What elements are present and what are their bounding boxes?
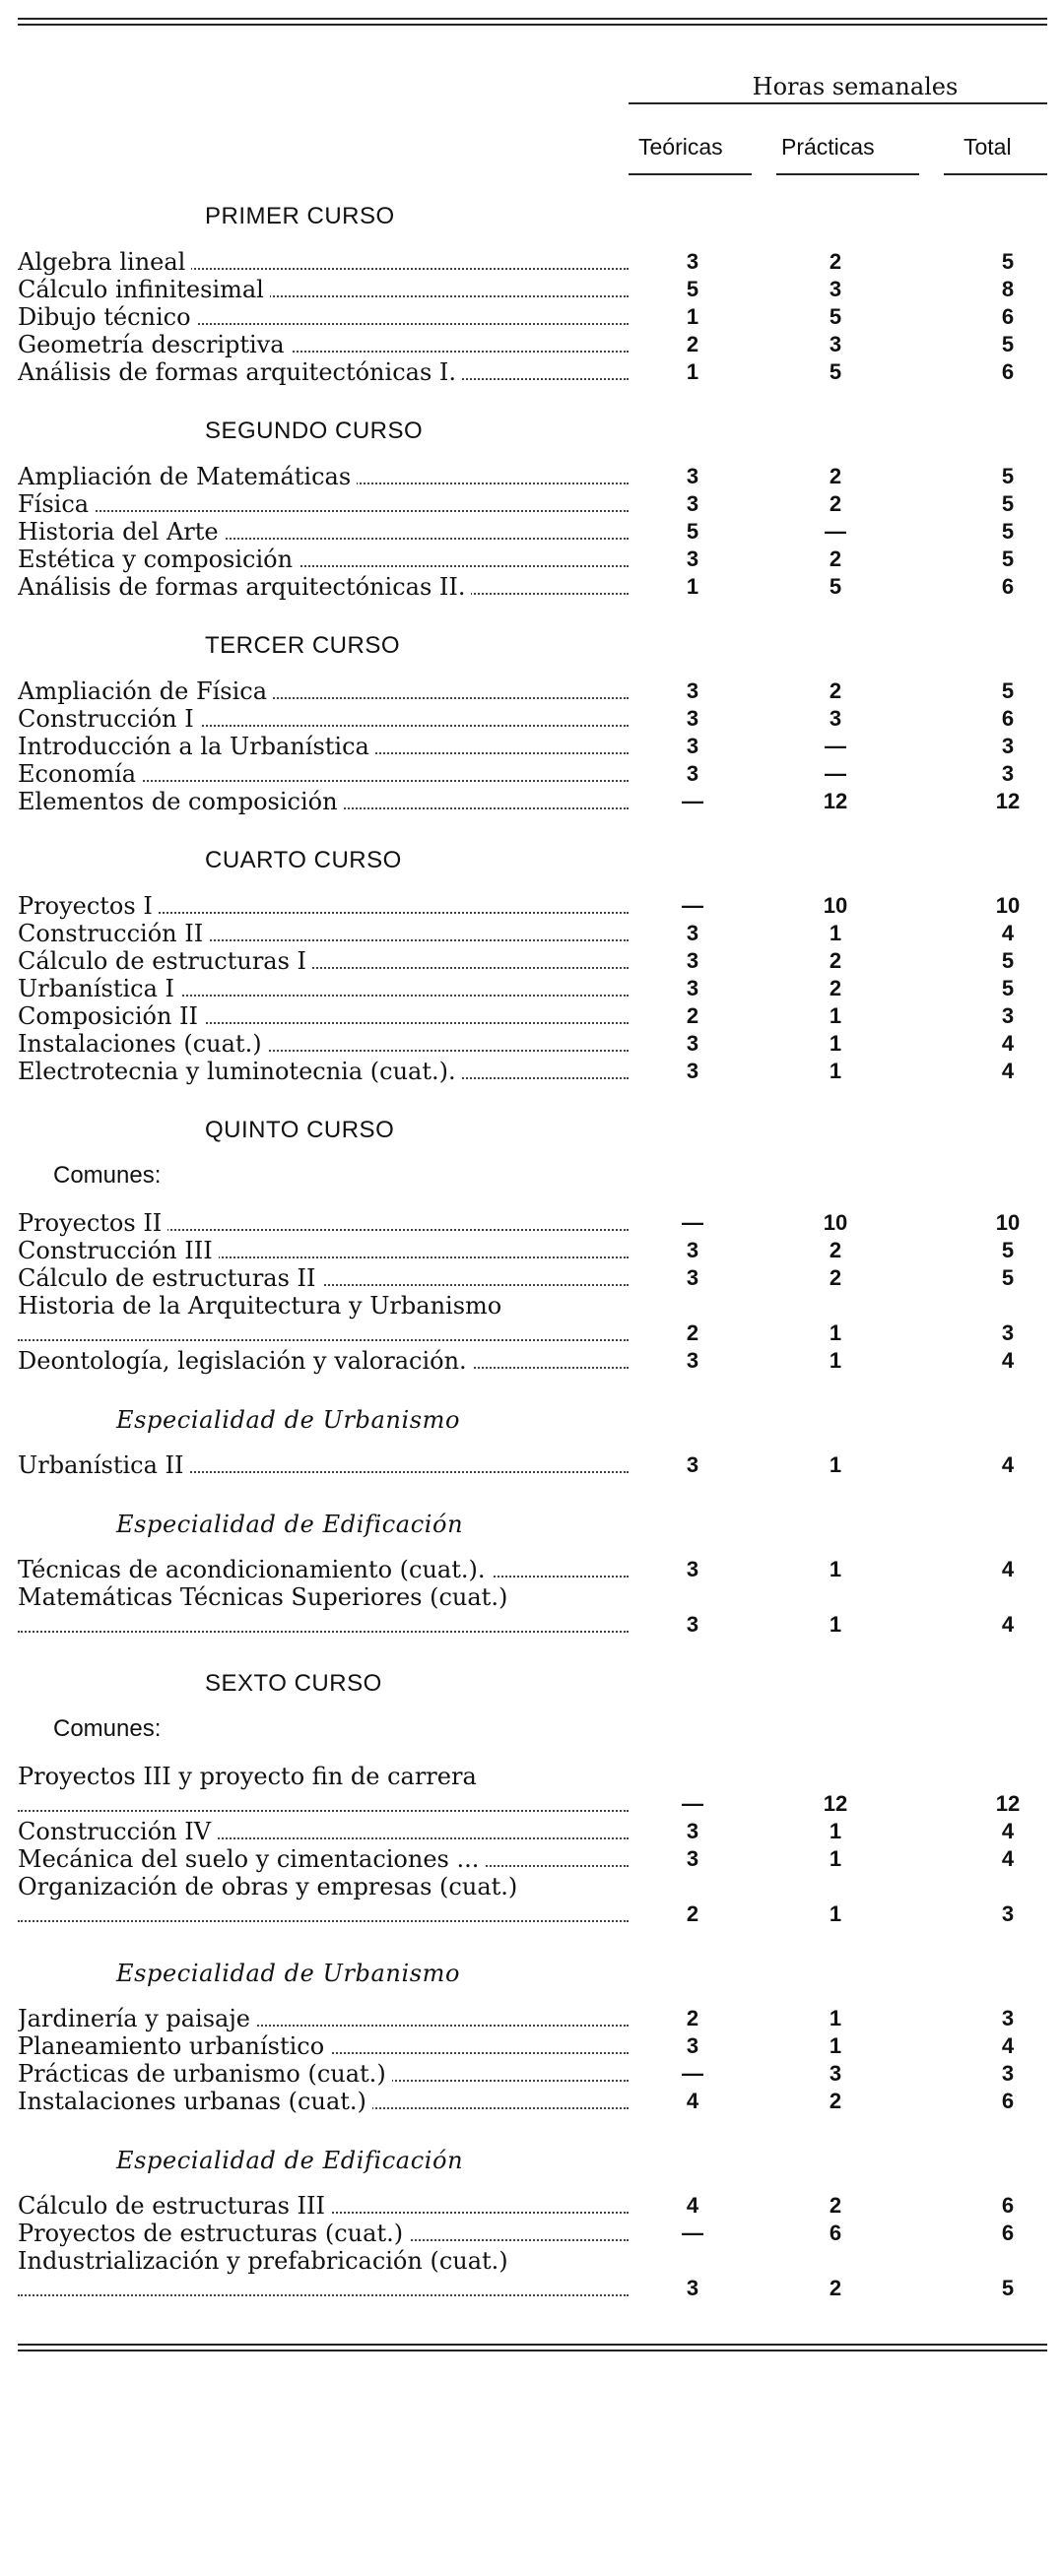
hours-total: 10 <box>995 1210 1021 1235</box>
hours-teoricas: 3 <box>686 491 699 516</box>
hours-practicas: 3 <box>829 332 842 356</box>
table-row <box>18 705 1047 733</box>
hours-teoricas: 3 <box>686 1059 699 1083</box>
section-subheading: Comunes: <box>53 1715 162 1742</box>
curriculum-table <box>18 18 1047 2351</box>
table-row <box>18 2192 1047 2220</box>
subject-cell <box>18 947 629 975</box>
subject-name: Matemáticas Técnicas Superiores (cuat.) <box>18 1583 513 1611</box>
hours-total: 6 <box>1001 2193 1015 2218</box>
subject-cell <box>18 490 629 518</box>
hours-total: 4 <box>1001 1452 1015 1477</box>
table-row <box>18 892 1047 920</box>
table-row <box>18 760 1047 788</box>
subject-name: Construcción II <box>18 920 209 947</box>
hours-practicas: 2 <box>829 249 842 274</box>
subject-name: Cálculo de estructuras I <box>18 947 312 975</box>
subject-cell <box>18 705 629 733</box>
table-row <box>18 1873 1047 1928</box>
dot-leader <box>18 1631 629 1633</box>
section-title: PRIMER CURSO <box>205 203 395 229</box>
bottom-double-rule <box>18 2344 1047 2351</box>
hours-total: 6 <box>1001 574 1015 599</box>
hours-practicas: 2 <box>829 464 842 488</box>
subject-name: Cálculo de estructuras III <box>18 2192 331 2220</box>
table-row <box>18 1209 1047 1237</box>
hours-total: 6 <box>1001 2221 1015 2245</box>
subject-name: Composición II <box>18 1002 204 1030</box>
hours-practicas: 1 <box>829 1612 842 1637</box>
hours-teoricas: 2 <box>686 332 699 356</box>
hours-total: 4 <box>1001 921 1015 945</box>
hours-total: 3 <box>1001 1003 1015 1028</box>
hours-practicas: 2 <box>829 2089 842 2113</box>
subject-cell <box>18 892 629 920</box>
subject-name: Deontología, legislación y valoración. <box>18 1347 473 1375</box>
table-row <box>18 733 1047 760</box>
subject-cell <box>18 1058 629 1085</box>
subject-cell <box>18 358 629 386</box>
group-header-horas-semanales: Horas semanales <box>752 73 959 100</box>
hours-practicas: 12 <box>823 789 848 813</box>
hours-total: 5 <box>1001 1238 1015 1262</box>
subject-name: Dibujo técnico <box>18 303 197 331</box>
subject-cell <box>18 1030 629 1058</box>
hours-teoricas: 2 <box>686 2006 699 2030</box>
table-header-group <box>18 26 1047 102</box>
subject-cell <box>18 1264 629 1292</box>
hours-teoricas: 3 <box>686 761 699 786</box>
subject-cell <box>18 2005 629 2032</box>
subject-name: Ampliación de Matemáticas <box>18 463 357 490</box>
hours-practicas: 1 <box>829 1031 842 1056</box>
subject-cell <box>18 1818 629 1845</box>
hours-total: 4 <box>1001 2033 1015 2058</box>
hours-practicas: 1 <box>829 1059 842 1083</box>
hours-total: 5 <box>1001 491 1015 516</box>
section-title: QUINTO CURSO <box>205 1117 395 1143</box>
hours-teoricas: 3 <box>686 921 699 945</box>
subject-cell <box>18 276 629 303</box>
table-row <box>18 920 1047 947</box>
subject-name: Análisis de formas arquitectónicas II. <box>18 573 471 601</box>
subject-name: Cálculo de estructuras II <box>18 1264 322 1292</box>
table-row <box>18 463 1047 490</box>
subject-cell <box>18 2220 629 2247</box>
table-row <box>18 2060 1047 2088</box>
hours-practicas: 2 <box>829 2276 842 2300</box>
subject-cell <box>18 1292 629 1347</box>
hours-teoricas: 3 <box>686 678 699 703</box>
subject-name: Construcción III <box>18 1237 219 1264</box>
hours-total: 3 <box>1001 761 1015 786</box>
hours-teoricas: — <box>682 893 703 918</box>
table-row <box>18 1292 1047 1347</box>
subject-cell <box>18 788 629 815</box>
hours-practicas: 2 <box>829 547 842 571</box>
hours-practicas: 1 <box>829 1901 842 1926</box>
subject-cell <box>18 2032 629 2060</box>
hours-teoricas: 3 <box>686 1238 699 1262</box>
subject-cell <box>18 1873 629 1928</box>
subject-name: Proyectos III y proyecto fin de carrera <box>18 1763 483 1790</box>
subject-cell <box>18 2192 629 2220</box>
subject-name: Instalaciones (cuat.) <box>18 1030 268 1058</box>
hours-practicas: 1 <box>829 1003 842 1028</box>
hours-practicas: 10 <box>823 1210 848 1235</box>
hours-practicas: 2 <box>829 976 842 1000</box>
hours-total: 5 <box>1001 547 1015 571</box>
top-double-rule <box>18 18 1047 26</box>
table-row <box>18 788 1047 815</box>
hours-teoricas: 4 <box>686 2193 699 2218</box>
hours-total: 3 <box>1001 1320 1015 1345</box>
hours-total: 4 <box>1001 1819 1015 1843</box>
subject-name: Introducción a la Urbanística <box>18 733 375 760</box>
subject-cell <box>18 677 629 705</box>
section-title: Especialidad de Edificación <box>116 2147 464 2174</box>
hours-teoricas: 2 <box>686 1901 699 1926</box>
subject-name: Física <box>18 490 95 518</box>
table-row <box>18 546 1047 573</box>
table-row <box>18 2032 1047 2060</box>
subject-cell <box>18 760 629 788</box>
section-title: Especialidad de Edificación <box>116 1511 464 1538</box>
subject-cell <box>18 248 629 276</box>
table-row <box>18 1264 1047 1292</box>
hours-practicas: 2 <box>829 1238 842 1262</box>
hours-practicas: 2 <box>829 678 842 703</box>
subject-name: Análisis de formas arquitectónicas I. <box>18 358 462 386</box>
hours-teoricas: — <box>682 1791 703 1816</box>
subject-cell <box>18 1556 629 1583</box>
table-row <box>18 1030 1047 1058</box>
hours-total: 4 <box>1001 1031 1015 1056</box>
table-row <box>18 1583 1047 1639</box>
hours-teoricas: 3 <box>686 249 699 274</box>
subject-name: Urbanística II <box>18 1451 189 1479</box>
subject-cell <box>18 518 629 546</box>
hours-teoricas: 5 <box>686 277 699 301</box>
table-row <box>18 1556 1047 1583</box>
hours-practicas: 1 <box>829 2033 842 2058</box>
hours-total: 5 <box>1001 2276 1015 2300</box>
hours-teoricas: — <box>682 2061 703 2086</box>
subject-cell <box>18 2060 629 2088</box>
subject-name: Historia de la Arquitectura y Urbanismo <box>18 1292 507 1320</box>
hours-total: 6 <box>1001 706 1015 731</box>
subject-name: Economía <box>18 760 142 788</box>
hours-teoricas: 3 <box>686 547 699 571</box>
table-row <box>18 1002 1047 1030</box>
hours-practicas: 2 <box>829 948 842 973</box>
hours-practicas: 1 <box>829 1348 842 1373</box>
table-row <box>18 1763 1047 1818</box>
hours-practicas: 1 <box>829 1452 842 1477</box>
hours-teoricas: 3 <box>686 1819 699 1843</box>
hours-total: 4 <box>1001 1059 1015 1083</box>
hours-total: 5 <box>1001 948 1015 973</box>
hours-total: 3 <box>1001 2006 1015 2030</box>
table-row <box>18 248 1047 276</box>
hours-teoricas: 3 <box>686 948 699 973</box>
subject-cell <box>18 733 629 760</box>
hours-teoricas: 3 <box>686 1031 699 1056</box>
hours-total: 6 <box>1001 359 1015 384</box>
hours-total: 5 <box>1001 1265 1015 1290</box>
table-row <box>18 2247 1047 2302</box>
hours-teoricas: 3 <box>686 1348 699 1373</box>
subject-name: Electrotecnia y luminotecnia (cuat.). <box>18 1058 462 1085</box>
table-row <box>18 1237 1047 1264</box>
subject-name: Elementos de composición <box>18 788 344 815</box>
hours-total: 12 <box>995 1791 1021 1816</box>
hours-total: 5 <box>1001 976 1015 1000</box>
subject-cell <box>18 1209 629 1237</box>
hours-total: 3 <box>1001 1901 1015 1926</box>
subject-name: Mecánica del suelo y cimentaciones ... <box>18 1845 485 1873</box>
hours-teoricas: 3 <box>686 1452 699 1477</box>
table-row <box>18 1058 1047 1085</box>
column-headers <box>18 104 1047 185</box>
hours-teoricas: 5 <box>686 519 699 544</box>
hours-practicas: 1 <box>829 2006 842 2030</box>
hours-total: 4 <box>1001 1612 1015 1637</box>
subject-name: Construcción I <box>18 705 200 733</box>
hours-practicas: 5 <box>829 304 842 329</box>
hours-teoricas: 2 <box>686 1003 699 1028</box>
hours-practicas: 2 <box>829 1265 842 1290</box>
hours-practicas: — <box>825 761 846 786</box>
table-body <box>18 203 1047 2316</box>
col-header-practicas: Prácticas <box>781 134 875 160</box>
subject-cell <box>18 331 629 358</box>
hours-total: 4 <box>1001 1348 1015 1373</box>
dot-leader <box>18 2294 629 2296</box>
col-rule-total <box>944 173 1047 175</box>
hours-teoricas: 3 <box>686 2276 699 2300</box>
hours-practicas: 1 <box>829 1320 842 1345</box>
subject-name: Proyectos II <box>18 1209 167 1237</box>
hours-practicas: 10 <box>823 893 848 918</box>
subject-name: Algebra lineal <box>18 248 191 276</box>
hours-practicas: 1 <box>829 1846 842 1871</box>
table-row <box>18 975 1047 1002</box>
section-title: Especialidad de Urbanismo <box>116 1406 461 1434</box>
hours-total: 5 <box>1001 249 1015 274</box>
hours-practicas: 3 <box>829 706 842 731</box>
table-row <box>18 358 1047 386</box>
subject-cell <box>18 1845 629 1873</box>
subject-name: Instalaciones urbanas (cuat.) <box>18 2088 372 2115</box>
subject-cell <box>18 463 629 490</box>
subject-cell <box>18 1002 629 1030</box>
hours-teoricas: 3 <box>686 976 699 1000</box>
table-row <box>18 1451 1047 1479</box>
table-row <box>18 573 1047 601</box>
col-header-total: Total <box>963 134 1012 160</box>
subject-cell <box>18 1583 629 1639</box>
col-rule-practicas <box>776 173 919 175</box>
table-row <box>18 1818 1047 1845</box>
table-row <box>18 518 1047 546</box>
subject-name: Prácticas de urbanismo (cuat.) <box>18 2060 392 2088</box>
section-title: SEGUNDO CURSO <box>205 418 424 444</box>
subject-name: Historia del Arte <box>18 518 225 546</box>
hours-total: 5 <box>1001 464 1015 488</box>
subject-cell <box>18 1237 629 1264</box>
hours-teoricas: — <box>682 1210 703 1235</box>
hours-practicas: 1 <box>829 1819 842 1843</box>
subject-name: Construcción IV <box>18 1818 217 1845</box>
hours-practicas: 3 <box>829 277 842 301</box>
subject-name: Organización de obras y empresas (cuat.) <box>18 1873 523 1900</box>
table-row <box>18 1845 1047 1873</box>
hours-practicas: 1 <box>829 921 842 945</box>
hours-teoricas: 1 <box>686 574 699 599</box>
table-row <box>18 331 1047 358</box>
hours-practicas: 12 <box>823 1791 848 1816</box>
subject-cell <box>18 573 629 601</box>
subject-name: Estética y composición <box>18 546 299 573</box>
subject-cell <box>18 2088 629 2115</box>
subject-cell <box>18 1451 629 1479</box>
hours-teoricas: 3 <box>686 706 699 731</box>
table-row <box>18 2088 1047 2115</box>
hours-total: 4 <box>1001 1557 1015 1581</box>
hours-practicas: — <box>825 519 846 544</box>
subject-cell <box>18 546 629 573</box>
subject-cell <box>18 1763 629 1818</box>
hours-total: 4 <box>1001 1846 1015 1871</box>
hours-teoricas: 4 <box>686 2089 699 2113</box>
subject-name: Proyectos I <box>18 892 159 920</box>
section-title: TERCER CURSO <box>205 632 401 659</box>
section-subheading: Comunes: <box>53 1162 162 1189</box>
hours-teoricas: 3 <box>686 1612 699 1637</box>
subject-name: Urbanística I <box>18 975 180 1002</box>
section-title: Especialidad de Urbanismo <box>116 1960 461 1987</box>
subject-cell <box>18 303 629 331</box>
subject-name: Planeamiento urbanístico <box>18 2032 330 2060</box>
dot-leader <box>18 1920 629 1922</box>
hours-teoricas: — <box>682 2221 703 2245</box>
dot-leader <box>18 1810 629 1812</box>
hours-total: 5 <box>1001 678 1015 703</box>
hours-teoricas: 3 <box>686 734 699 758</box>
hours-total: 8 <box>1001 277 1015 301</box>
hours-total: 6 <box>1001 304 1015 329</box>
subject-name: Cálculo infinitesimal <box>18 276 270 303</box>
section-title: SEXTO CURSO <box>205 1670 382 1697</box>
hours-practicas: 2 <box>829 491 842 516</box>
hours-practicas: 5 <box>829 574 842 599</box>
hours-teoricas: 3 <box>686 2033 699 2058</box>
subject-cell <box>18 920 629 947</box>
section-title: CUARTO CURSO <box>205 847 402 873</box>
hours-teoricas: — <box>682 789 703 813</box>
subject-cell <box>18 975 629 1002</box>
subject-name: Técnicas de acondicionamiento (cuat.). <box>18 1556 492 1583</box>
table-row <box>18 303 1047 331</box>
table-row <box>18 677 1047 705</box>
table-row <box>18 490 1047 518</box>
table-row <box>18 2005 1047 2032</box>
subject-cell <box>18 1347 629 1375</box>
dot-leader <box>18 1339 629 1341</box>
subject-name: Ampliación de Física <box>18 677 273 705</box>
dot-leader <box>18 510 629 512</box>
subject-name: Jardinería y paisaje <box>18 2005 256 2032</box>
subject-name: Proyectos de estructuras (cuat.) <box>18 2220 409 2247</box>
subject-name: Industrialización y prefabricación (cuat.) <box>18 2247 514 2275</box>
col-rule-teoricas <box>629 173 752 175</box>
hours-total: 5 <box>1001 519 1015 544</box>
hours-practicas: 1 <box>829 1557 842 1581</box>
hours-practicas: — <box>825 734 846 758</box>
hours-total: 10 <box>995 893 1021 918</box>
table-row <box>18 276 1047 303</box>
subject-cell <box>18 2247 629 2302</box>
hours-practicas: 6 <box>829 2221 842 2245</box>
hours-practicas: 5 <box>829 359 842 384</box>
hours-practicas: 3 <box>829 2061 842 2086</box>
table-row <box>18 2220 1047 2247</box>
hours-total: 12 <box>995 789 1021 813</box>
table-row <box>18 1347 1047 1375</box>
hours-total: 6 <box>1001 2089 1015 2113</box>
table-row <box>18 947 1047 975</box>
hours-teoricas: 3 <box>686 1265 699 1290</box>
hours-total: 5 <box>1001 332 1015 356</box>
hours-teoricas: 3 <box>686 464 699 488</box>
hours-teoricas: 1 <box>686 304 699 329</box>
hours-teoricas: 2 <box>686 1320 699 1345</box>
hours-total: 3 <box>1001 734 1015 758</box>
col-header-teoricas: Teóricas <box>638 134 723 160</box>
hours-teoricas: 3 <box>686 1846 699 1871</box>
hours-total: 3 <box>1001 2061 1015 2086</box>
hours-teoricas: 3 <box>686 1557 699 1581</box>
hours-practicas: 2 <box>829 2193 842 2218</box>
subject-name: Geometría descriptiva <box>18 331 291 358</box>
hours-teoricas: 1 <box>686 359 699 384</box>
